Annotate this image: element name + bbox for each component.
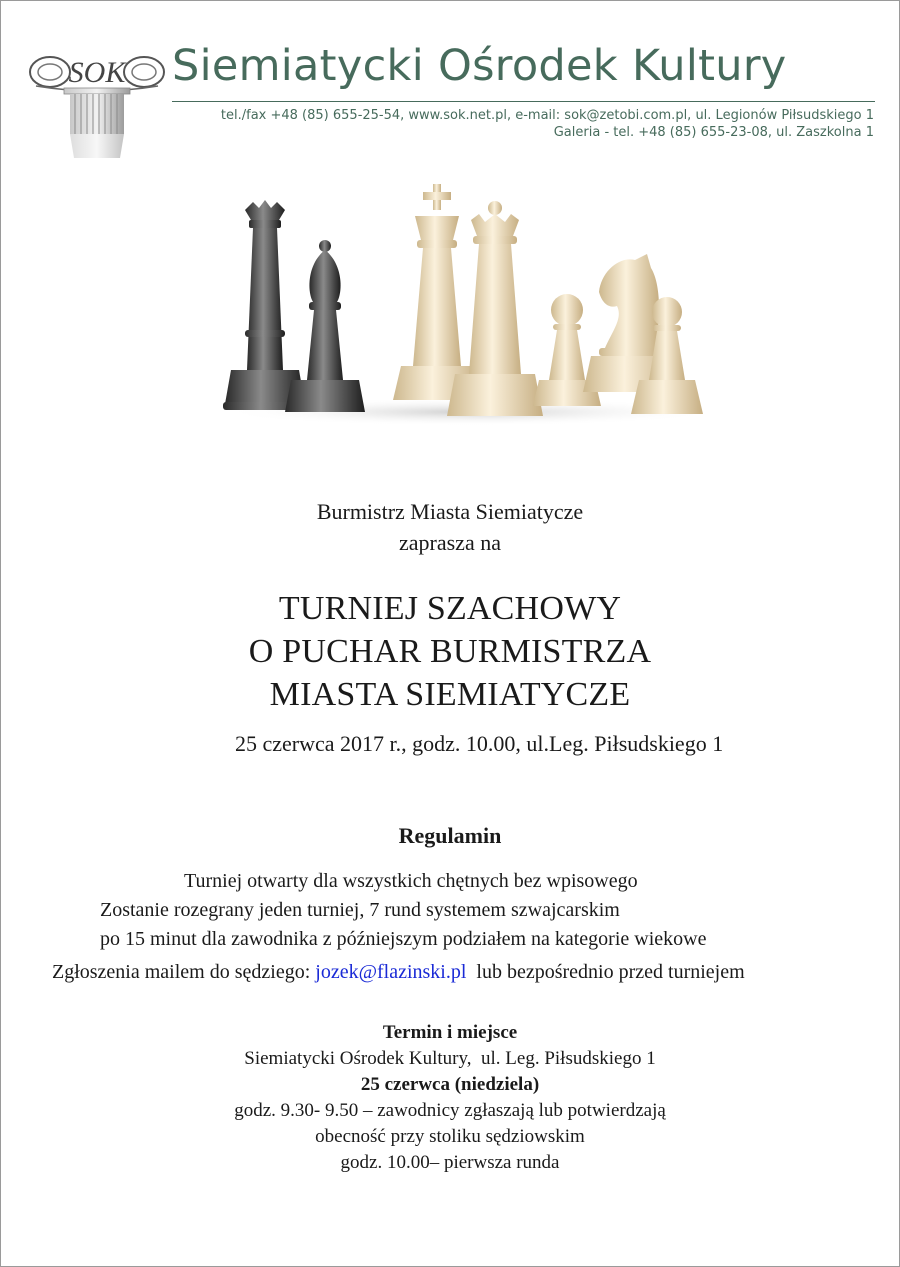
sok-logo-monogram: SOK [68, 56, 126, 89]
black-bishop-icon [285, 240, 365, 412]
schedule-venue: Siemiatycki Ośrodek Kultury, ul. Leg. Piłsudskiego 1 [244, 1048, 656, 1069]
contact-line-2: Galeria - tel. +48 (85) 655-23-08, ul. Zaszkolna 1 [553, 125, 874, 140]
black-queen-icon [223, 200, 307, 410]
chess-pieces-illustration [215, 180, 725, 430]
registration-suffix: lub bezpośrednio przed turniejem [466, 961, 745, 983]
event-date-location: 25 czerwca 2017 r., godz. 10.00, ul.Leg. Piłsudskiego 1 [235, 731, 724, 756]
event-title-line-3: MIASTA SIEMIATYCZE [269, 676, 631, 713]
rule-format: Zostanie rozegrany jeden turniej, 7 rund systemem szwajcarskim [100, 899, 620, 921]
event-title-line-2: O PUCHAR BURMISTRZA [248, 633, 652, 670]
contact-line-1: tel./fax +48 (85) 655-25-54, www.sok.net.pl, e-mail: sok@zetobi.com.pl, ul. Legionów Piłsudskiego 1 [220, 108, 874, 123]
invitation-phrase: zaprasza na [399, 530, 501, 555]
rules-heading: Regulamin [398, 823, 502, 848]
registration-prefix: Zgłoszenia mailem do sędziego: [52, 961, 316, 983]
schedule-heading: Termin i miejsce [382, 1022, 518, 1043]
invitation-host: Burmistrz Miasta Siemiatycze [316, 499, 584, 524]
rule-time-control: po 15 minut dla zawodnika z późniejszym podziałem na kategorie wiekowe [100, 928, 707, 950]
rule-registration [52, 961, 745, 984]
sok-logo [28, 50, 166, 162]
header-divider [172, 101, 875, 102]
schedule-registration-desk: obecność przy stoliku sędziowskim [315, 1126, 585, 1147]
schedule-registration-time: godz. 9.30- 9.50 – zawodnicy zgłaszają lub potwierdzają [234, 1100, 666, 1121]
schedule-date: 25 czerwca (niedziela) [360, 1074, 540, 1095]
white-queen-icon [447, 201, 543, 416]
rule-open-entry: Turniej otwarty dla wszystkich chętnych bez wpisowego [184, 870, 638, 892]
org-name: Siemiatycki Ośrodek Kultury [172, 41, 787, 91]
white-king-icon [393, 184, 481, 400]
schedule-first-round: godz. 10.00– pierwsza runda [340, 1152, 560, 1173]
referee-email-link[interactable]: jozek@flazinski.pl [315, 961, 467, 983]
event-title-line-1: TURNIEJ SZACHOWY [278, 590, 622, 627]
